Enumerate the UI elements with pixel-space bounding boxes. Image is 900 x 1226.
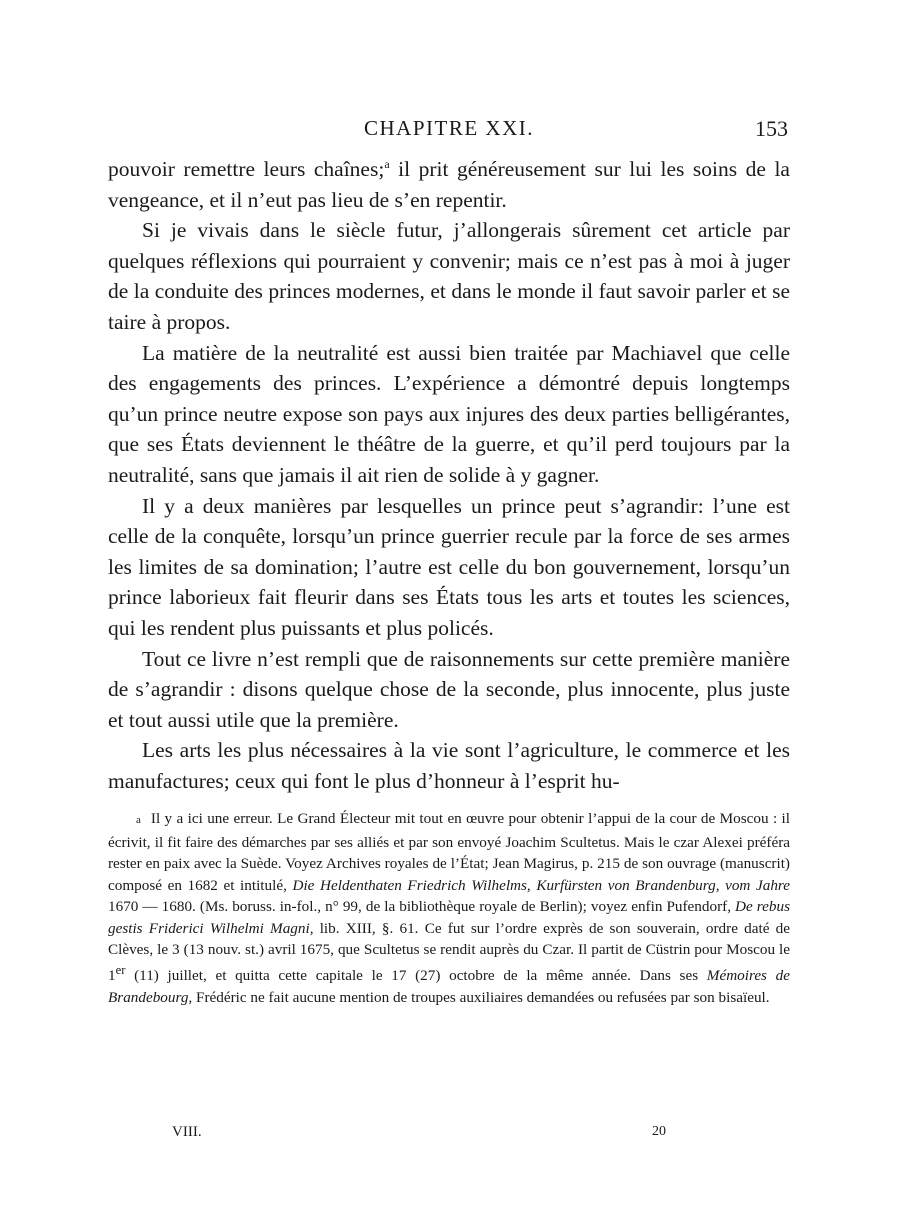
footnote-reference: a [384, 156, 390, 171]
paragraph: Tout ce livre n’est rempli que de raisonnements sur cette première manière de s’agrandir : disons quelque chose de la seconde, plus innocente, plus juste et tout aussi utile que la première. [108, 646, 790, 732]
footnote-italic-title: De rebus gestis Friderici Wilhelmi Magni, [108, 898, 790, 937]
chapter-title: CHAPITRE XXI. [364, 116, 534, 140]
paragraph-text: il prit généreusement sur lui les soins de la vengeance, et il n’eut pas lieu de s’en repentir. [108, 157, 790, 212]
paragraph: Il y a deux manières par lesquelles un prince peut s’agrandir: l’une est celle de la conquête, lorsqu’un prince guerrier recule par la force de ses armes les limites de sa domination; l’autre est celle du bon gouvernement, lorsqu’un prince laborieux fait fleurir dans ses États tous les arts et toutes les sciences, qui les rendent plus puissants et plus policés. [108, 493, 790, 640]
book-page [108, 110, 790, 1008]
footnote-text: Il y a ici une erreur. Le Grand Électeur mit tout en œuvre pour obtenir l’appui de la cour de Moscou : il écrivit, il fit faire des démarches par ses alliés et par son envoyé Joachim Scultetus. Mais le czar Alexei préféra rester en paix avec la Suède. Voyez Archives royales de l’État; Jean Magirus, p. 215 de son ouvrage (manuscrit) composé en 1682 et intitulé, [108, 810, 790, 894]
footnote-marker: a [136, 814, 141, 827]
footnotes [108, 808, 790, 1008]
paragraph: Si je vivais dans le siècle futur, j’allongerais sûrement cet article par quelques réflexions qui pourraient y convenir; mais ce n’est pas à moi à juger de la conduite des princes modernes, et dans le monde il faut savoir parler et se taire à propos. [108, 218, 790, 334]
sheet-number: 20 [652, 1124, 666, 1139]
footnote-text: lib. XIII, §. 61. Ce fut sur l’ordre exprès de son souverain, ordre daté de Clèves, le 3 (13 nouv. st.) avril 1675, que Scultetus se rendit auprès du Czar. Il partit de Cüstrin pour Moscou le 1 [108, 919, 790, 985]
volume-signature: VIII. [172, 1124, 202, 1140]
main-text [108, 154, 790, 796]
footnote-text: 1670 — 1680. (Ms. boruss. in-fol., n° 99, de la bibliothèque royale de Berlin); voyez enfin Pufendorf, [108, 898, 736, 916]
paragraph: La matière de la neutralité est aussi bien traitée par Machiavel que celle des engagements des princes. L’expérience a démontré depuis longtemps qu’un prince neutre expose son pays aux injures des deux parties belligérantes, que ses États deviennent le théâtre de la guerre, et qu’il perd toujours par la neutralité, sans que jamais il ait rien de solide à y gagner. [108, 340, 790, 487]
footnote [108, 808, 790, 1008]
footnote-italic-title: Die Heldenthaten Friedrich Wilhelms, Kurfürsten von Brandenburg, vom Jahre [292, 876, 791, 894]
footnote-text: Frédéric ne fait aucune mention de troupes auxiliaires demandées ou refusées par son bisaïeul. [192, 988, 770, 1006]
footnote-text: (11) juillet, et quitta cette capitale le 17 (27) octobre de la même année. Dans ses [125, 967, 707, 985]
paragraph-text: pouvoir remettre leurs chaînes; [108, 157, 385, 181]
page-number: 153 [755, 116, 788, 141]
paragraph [108, 154, 790, 215]
running-head [108, 110, 790, 144]
footnote-italic-title: Mémoires de Brandebourg, [108, 967, 790, 1006]
footnote-superscript: er [115, 963, 126, 978]
paragraph: Les arts les plus nécessaires à la vie sont l’agriculture, le commerce et les manufactures; ceux qui font le plus d’honneur à l’esprit hu- [108, 738, 790, 793]
